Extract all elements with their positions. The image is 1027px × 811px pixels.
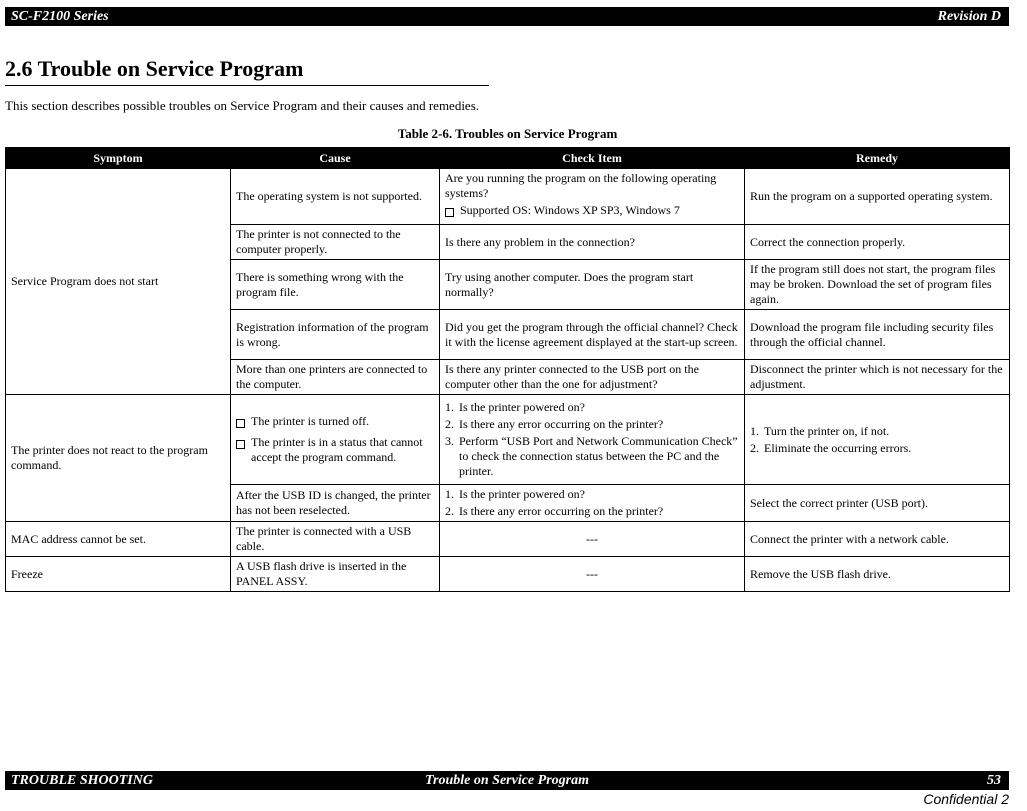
check-cell: 1. Is the printer powered on? 2. Is there any error occurring on the printer? — [440, 485, 745, 522]
section-title: 2.6 Trouble on Service Program — [5, 56, 489, 86]
check-cell: Is there any printer connected to the USB port on the computer other than the one for adjustment? — [440, 360, 745, 395]
page-number: 53 — [987, 773, 1001, 788]
check-cell: Is there any problem in the connection? — [440, 225, 745, 260]
cause-cell: After the USB ID is changed, the printer has not been reselected. — [231, 485, 440, 522]
table-caption: Table 2-6. Troubles on Service Program — [397, 126, 618, 141]
check-cell: --- — [440, 522, 745, 557]
remedy-cell: Connect the printer with a network cable. — [745, 522, 1010, 557]
table-row — [6, 395, 1010, 485]
checkbox-icon — [236, 435, 251, 465]
remedy-cell: 1. Turn the printer on, if not. 2. Eliminate the occurring errors. — [745, 395, 1010, 485]
remedy-cell: Run the program on a supported operating system. — [745, 169, 1010, 225]
table-header-row — [6, 148, 1010, 169]
check-cell: --- — [440, 557, 745, 592]
header-revision: Revision D — [937, 9, 1001, 24]
cause-cell: There is something wrong with the program file. — [231, 260, 440, 310]
column-header-symptom: Symptom — [6, 148, 231, 169]
confidential-label: Confidential 2 — [923, 791, 1009, 807]
column-header-check-item: Check Item — [440, 148, 745, 169]
check-cell: Did you get the program through the official channel? Check it with the license agreement displayed at the start-up screen. — [440, 310, 745, 360]
table-row — [6, 522, 1010, 557]
checkbox-icon — [236, 414, 251, 433]
symptom-cell: Freeze — [6, 557, 231, 592]
cause-cell: The printer is not connected to the computer properly. — [231, 225, 440, 260]
cause-cell: The printer is turned off. The printer is in a status that cannot accept the program command. — [231, 395, 440, 485]
symptom-cell: Service Program does not start — [6, 169, 231, 395]
check-cell: 1. Is the printer powered on? 2. Is there any error occurring on the printer? 3. Perform “USB Port and Network Communication Check” to check the connection status between the PC and the printer. — [440, 395, 745, 485]
troubles-table — [5, 147, 1010, 592]
table-row — [6, 557, 1010, 592]
header-model: SC-F2100 Series — [11, 9, 109, 24]
cause-cell: The printer is connected with a USB cable. — [231, 522, 440, 557]
remedy-cell: If the program still does not start, the program files may be broken. Download the set of program files again. — [745, 260, 1010, 310]
remedy-cell: Remove the USB flash drive. — [745, 557, 1010, 592]
footer-chapter: TROUBLE SHOOTING — [11, 773, 153, 788]
column-header-remedy: Remedy — [745, 148, 1010, 169]
remedy-cell: Select the correct printer (USB port). — [745, 485, 1010, 522]
header-bar — [5, 7, 1009, 26]
symptom-cell: MAC address cannot be set. — [6, 522, 231, 557]
remedy-cell: Disconnect the printer which is not necessary for the adjustment. — [745, 360, 1010, 395]
footer-section: Trouble on Service Program — [425, 773, 589, 788]
check-cell: Try using another computer. Does the program start normally? — [440, 260, 745, 310]
remedy-cell: Correct the connection properly. — [745, 225, 1010, 260]
cause-cell: Registration information of the program is wrong. — [231, 310, 440, 360]
cause-cell: More than one printers are connected to the computer. — [231, 360, 440, 395]
section-intro: This section describes possible troubles on Service Program and their causes and remedies. — [5, 98, 480, 113]
checkbox-icon — [445, 203, 460, 222]
remedy-cell: Download the program file including security files through the official channel. — [745, 310, 1010, 360]
cause-cell: The operating system is not supported. — [231, 169, 440, 225]
symptom-cell: The printer does not react to the program command. — [6, 395, 231, 522]
table-row — [6, 169, 1010, 225]
cause-cell: A USB flash drive is inserted in the PANEL ASSY. — [231, 557, 440, 592]
column-header-cause: Cause — [231, 148, 440, 169]
check-cell: Are you running the program on the following operating systems? Supported OS: Windows XP SP3, Windows 7 — [440, 169, 745, 225]
footer-bar — [5, 771, 1009, 790]
